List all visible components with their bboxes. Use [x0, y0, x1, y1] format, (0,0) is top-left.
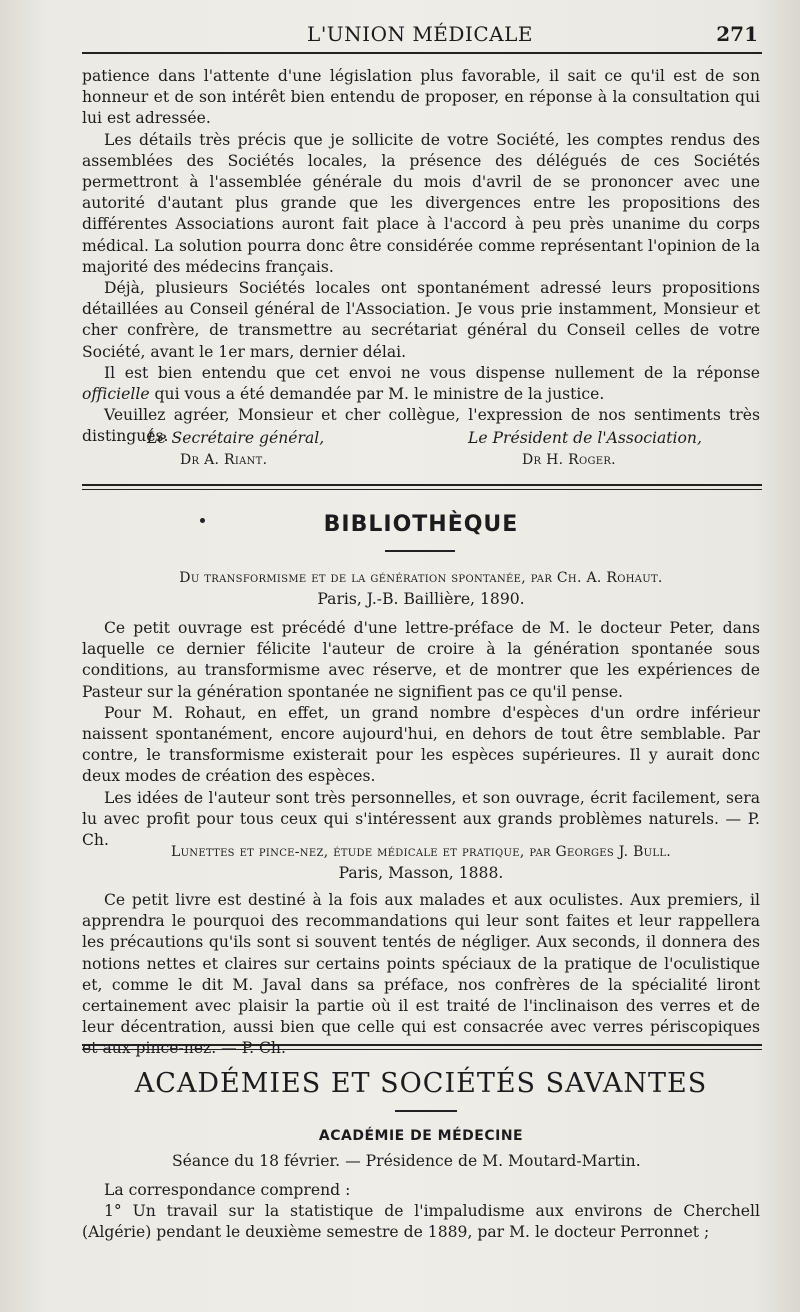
book-reference: [82, 842, 760, 884]
president-name: Dr H. Roger.: [522, 452, 616, 468]
book-publisher-line: Paris, J.-B. Baillière, 1890.: [317, 590, 525, 608]
review-paragraph: Ce petit ouvrage est précédé d'une lettre-préface de M. le docteur Peter, dans laquelle ce dernier félicite l'auteur de croire à la génération spontanée sous conditions, au transformisme avec réserve, et de montrer que les expériences de Pasteur sur la génération spontanée ne signifient pas ce qu'il pense.: [82, 619, 760, 701]
header-rule: [82, 52, 762, 54]
book-review: [82, 890, 760, 1060]
review-paragraph: Les idées de l'auteur sont très personnelles, et son ouvrage, écrit facilement, sera lu avec profit pour tous ceux qui s'intéressent aux grands problèmes naturels. — P. Ch.: [82, 788, 760, 850]
review-paragraph: Pour M. Rohaut, en effet, un grand nombre d'espèces d'un ordre inférieur naissent spontanément, encore aujourd'hui, en dehors de tout être semblable. Par contre, le transformisme existerait pour les espèces supérieures. Il y aurait donc deux modes de création des espèces.: [82, 703, 760, 786]
book-publisher-line: Paris, Masson, 1888.: [338, 864, 504, 882]
section-divider: [82, 484, 762, 490]
book-title-line: Du transformisme et de la génération spontanée, par Ch. A. Rohaut.: [179, 570, 663, 586]
running-header: [82, 22, 758, 50]
academie-paragraph: 1° Un travail sur la statistique de l'impaludisme aux environs de Cherchell (Algérie) pendant le deuxième semestre de 1889, par M. le docteur Perronnet ;: [82, 1202, 760, 1242]
letter-paragraph: Déjà, plusieurs Sociétés locales ont spontanément adressé leurs propositions détaillées au Conseil général de l'Association. Je vous prie instamment, Monsieur et cher confrère, de transmettre au secrétariat général du Conseil celles de votre Société, avant le 1er mars, dernier délai.: [82, 279, 760, 361]
academie-subtitle: ACADÉMIE DE MÉDECINE: [318, 1128, 524, 1144]
title-underline: [385, 550, 455, 552]
book-reference: [82, 568, 760, 610]
letter-body: [82, 66, 760, 448]
journal-title: L'UNION MÉDICALE: [307, 22, 533, 46]
bibliotheque-title: BIBLIOTHÈQUE: [323, 512, 519, 537]
title-underline: [395, 1110, 457, 1112]
section-divider: [82, 1044, 762, 1050]
letter-paragraph: [82, 363, 760, 405]
letter-text: Il est bien entendu que cet envoi ne vous dispense nullement de la réponse: [104, 363, 760, 382]
book-title-line: Lunettes et pince-nez, étude médicale et pratique, par Georges J. Bull.: [170, 844, 672, 860]
academies-title: ACADÉMIES ET SOCIÉTÉS SAVANTES: [134, 1068, 708, 1099]
academie-paragraph: La correspondance comprend :: [104, 1181, 351, 1199]
secretary-title: Le Secrétaire général,: [147, 429, 325, 447]
academie-body: [82, 1180, 760, 1244]
book-review: [82, 618, 760, 851]
letter-paragraph: Les détails très précis que je sollicite de votre Société, les comptes rendus des assemblées des Sociétés locales, la présence des délégués de ces Sociétés permettront à l'assemblée générale du mois d'avril de se prononcer avec une autorité d'autant plus grande que les divergences entre les propositions des différentes Associations auront fait place à l'accord à peu près unanime du corps médical. La solution pourra donc être considérée comme représentant l'opinion de la majorité des médecins français.: [82, 130, 760, 276]
letter-paragraph: Veuillez agréer, Monsieur et cher collègue, l'expression de nos sentiments très distingués.: [82, 406, 760, 446]
page-number: 271: [716, 22, 758, 46]
letter-text: qui vous a été demandée par M. le ministre de la justice.: [154, 385, 605, 404]
signatures: [82, 428, 760, 474]
emphasis-officielle: officielle: [82, 385, 150, 404]
letter-paragraph: patience dans l'attente d'une législation plus favorable, il sait ce qu'il est de son honneur et de son intérêt bien entendu de proposer, en réponse à la consultation qui lui est adressée.: [82, 67, 760, 128]
seance-line: Séance du 18 février. — Présidence de M. Moutard-Martin.: [172, 1152, 641, 1170]
review-paragraph: Ce petit livre est destiné à la fois aux malades et aux oculistes. Aux premiers, il apprendra le pourquoi des recommandations qui leur sont faites et leur rappellera les précautions qu'ils sont si souvent tentés de négliger. Aux seconds, il donnera des notions nettes et claires sur certains points spéciaux de la pratique de l'oculistique et, comme le dit M. Javal dans sa préface, nos confrères de la spécialité liront certainement avec plaisir la partie où il est traité de l'inclinaison des verres et de leur décentration, aussi bien que celle qui est consacrée avec verres périscopiques et aux pince-nez. — P. Ch.: [82, 891, 760, 1058]
secretary-name: Dr A. Riant.: [180, 452, 268, 468]
president-title: Le Président de l'Association,: [468, 429, 702, 447]
